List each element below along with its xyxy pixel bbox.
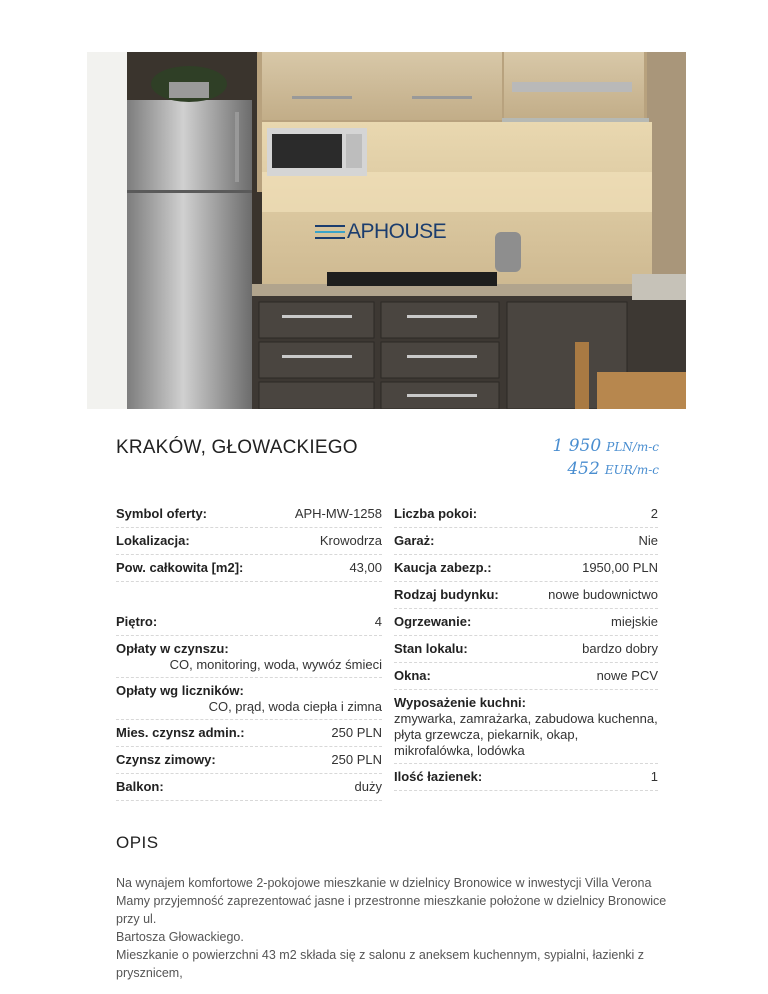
detail-row-winter-rent <box>116 747 382 774</box>
detail-label: Czynsz zimowy: <box>116 752 216 767</box>
price-pln-amount: 1 950 <box>552 436 602 456</box>
detail-row-deposit <box>394 555 658 582</box>
detail-value: nowe budownictwo <box>548 587 658 602</box>
detail-row-floor <box>116 609 382 636</box>
detail-label: Okna: <box>394 668 431 683</box>
details-left-column <box>116 501 382 801</box>
kitchen-photo <box>87 52 686 409</box>
detail-label: Rodzaj budynku: <box>394 587 499 602</box>
description-line: Mamy przyjemność zaprezentować jasne i przestronne mieszkanie położone w dzielnicy Bronowice przy ul. <box>116 894 667 926</box>
listing-title: KRAKÓW, GŁOWACKIEGO <box>116 437 358 458</box>
description-body <box>116 874 668 982</box>
detail-value: bardzo dobry <box>582 641 658 656</box>
detail-row-kitchen-equipment <box>394 690 658 764</box>
detail-value: 43,00 <box>349 560 382 575</box>
detail-label: Balkon: <box>116 779 164 794</box>
description-line: Bartosza Głowackiego. <box>116 930 244 944</box>
detail-label: Liczba pokoi: <box>394 506 478 521</box>
detail-value: 250 PLN <box>331 725 382 740</box>
detail-value: 1950,00 PLN <box>582 560 658 575</box>
detail-label: Garaż: <box>394 533 435 548</box>
detail-row-bathrooms <box>394 764 658 791</box>
detail-value: Krowodrza <box>319 533 382 548</box>
detail-label: Stan lokalu: <box>394 641 468 656</box>
price-eur <box>552 458 659 481</box>
detail-label: Kaucja zabezp.: <box>394 560 492 575</box>
price-block <box>552 435 659 481</box>
description-heading: OPIS <box>116 833 159 852</box>
detail-row-heating <box>394 609 658 636</box>
detail-value: CO, prąd, woda ciepła i zimna <box>208 699 382 714</box>
detail-value: duży <box>354 779 382 794</box>
detail-row-metered-fees <box>116 678 382 720</box>
detail-row-building-type <box>394 582 658 609</box>
price-pln-unit: PLN/m-c <box>606 440 659 454</box>
logo-text: APHOUSE <box>347 220 447 243</box>
price-pln <box>552 435 659 458</box>
detail-row-rooms <box>394 501 658 528</box>
detail-row-admin-rent <box>116 720 382 747</box>
detail-value: CO, monitoring, woda, wywóz śmieci <box>169 657 382 672</box>
detail-value: APH-MW-1258 <box>294 506 382 521</box>
detail-row-windows <box>394 663 658 690</box>
details-right-column <box>394 501 658 791</box>
detail-label: Ogrzewanie: <box>394 614 472 629</box>
detail-value: miejskie <box>611 614 658 629</box>
detail-row-balcony <box>116 774 382 801</box>
aphouse-logo <box>315 220 446 244</box>
detail-label: Ilość łazienek: <box>394 769 483 784</box>
detail-value: 2 <box>650 506 658 521</box>
detail-value: 4 <box>374 614 382 629</box>
description-line: Na wynajem komfortowe 2-pokojowe mieszkanie w dzielnicy Bronowice w inwestycji Villa Verona <box>116 876 652 890</box>
spacer <box>116 582 382 609</box>
detail-label: Mies. czynsz admin.: <box>116 725 245 740</box>
detail-label: Pow. całkowita [m2]: <box>116 560 244 575</box>
detail-value: Nie <box>638 533 658 548</box>
detail-row-garage <box>394 528 658 555</box>
detail-label: Piętro: <box>116 614 158 629</box>
detail-value: nowe PCV <box>596 668 658 683</box>
detail-label: Opłaty wg liczników: <box>116 683 244 698</box>
logo-stripes-icon <box>315 225 345 239</box>
detail-value: zmywarka, zamrażarka, zabudowa kuchenna, płyta grzewcza, piekarnik, okap, mikrofalówka, lodówka <box>394 711 658 758</box>
detail-value: 250 PLN <box>331 752 382 767</box>
detail-label: Wyposażenie kuchni: <box>394 695 526 710</box>
price-eur-unit: EUR/m-c <box>604 463 659 477</box>
detail-label: Opłaty w czynszu: <box>116 641 229 656</box>
price-eur-amount: 452 <box>567 459 600 479</box>
detail-label: Symbol oferty: <box>116 506 208 521</box>
detail-value: 1 <box>650 769 658 784</box>
detail-row-symbol <box>116 501 382 528</box>
detail-row-condition <box>394 636 658 663</box>
detail-row-rent-includes <box>116 636 382 678</box>
detail-row-location <box>116 528 382 555</box>
detail-label: Lokalizacja: <box>116 533 190 548</box>
description-line: Mieszkanie o powierzchni 43 m2 składa się z salonu z aneksem kuchennym, sypialni, łazienki z prysznicem, <box>116 948 645 980</box>
detail-row-area <box>116 555 382 582</box>
